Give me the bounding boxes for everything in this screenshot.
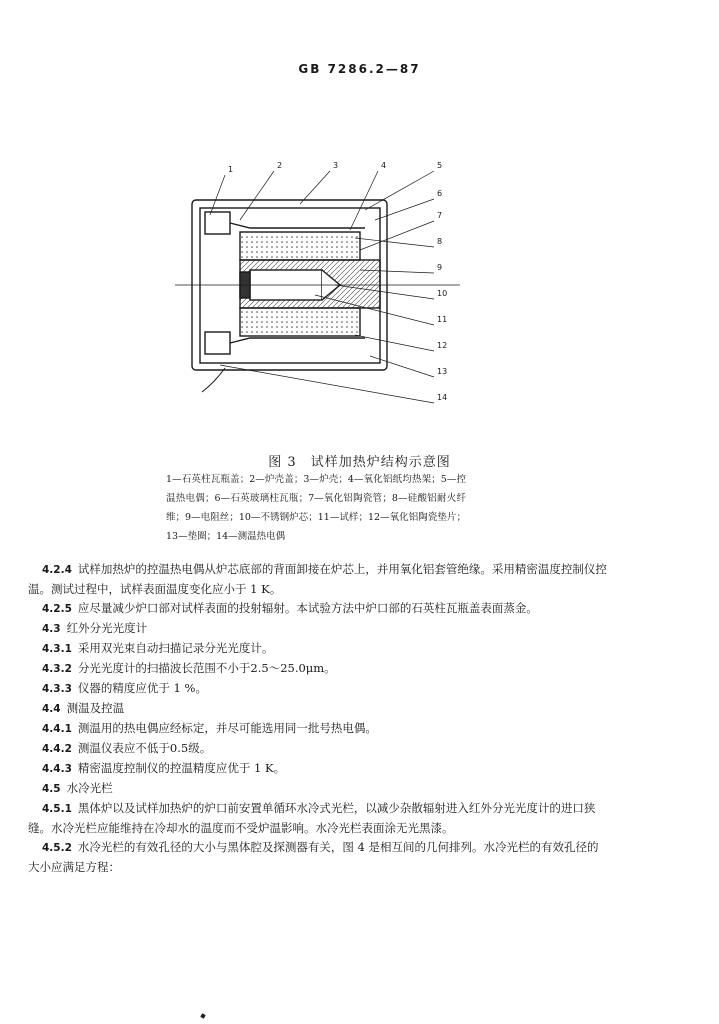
callout-label-6: 6 [437,189,443,198]
figure-legend: 1—石英柱瓦瓶盖；2—炉壳盖；3—炉壳；4—氧化铝纸均热架；5—控温热电偶；6—石英玻璃柱瓦瓶；7—氧化铝陶瓷管；8—硅酸铝耐火纤维；9—电阻丝；10—不锈钢炉芯；11—试样；12—氧化铝陶瓷垫片；13—垫圈；14—测温热电偶 [166,474,466,542]
clause-paragraph [28,560,608,599]
clause-text: 测温及控温 [66,701,125,715]
clause-text: 试样加热炉的控温热电偶从炉芯底部的背面卸接在炉芯上，并用氧化铝套管绝缘。采用精密温度控制仪控温。测试过程中，试样表面温度变化应小于 1 K。 [28,562,607,596]
callout-label-4: 4 [381,161,387,170]
clause-paragraph [28,639,608,659]
thermocouple-lead [202,368,225,392]
clause-number: 4.3.1 [42,643,72,655]
clause-text: 精密温度控制仪的控温精度应优于 1 K。 [77,761,286,775]
fiber-layer-bottom [240,308,360,336]
clause-text: 分光光度计的扫描波长范围不小于2.5～25.0μm。 [77,661,336,675]
section-heading [28,779,608,799]
clause-number: 4.4.1 [42,723,72,735]
clause-number: 4.2.4 [42,564,72,576]
clause-number: 4.3.2 [42,663,72,675]
clause-paragraph [28,739,608,759]
callout-leader-6 [375,199,434,220]
callout-label-14: 14 [437,393,448,402]
clause-text: 测温用的热电偶应经标定，并尽可能选用同一批号热电偶。 [77,721,377,735]
figure-caption: 图 3 试样加热炉结构示意图 [268,455,451,470]
clause-paragraph [28,599,608,619]
callout-label-8: 8 [437,237,443,246]
clause-paragraph [28,659,608,679]
clause-text: 应尽量减少炉口部对试样表面的投射辐射。本试验方法中炉口部的石英柱瓦瓶盖表面蒸金。 [77,601,538,615]
scan-speck [200,1013,205,1018]
section-heading [28,699,608,719]
furnace-diagram [170,160,470,410]
clause-paragraph [28,719,608,739]
clause-number: 4.4 [42,703,61,715]
callout-label-7: 7 [437,211,443,220]
callout-leader-12 [355,335,434,351]
clause-paragraph [28,799,608,838]
clause-number: 4.4.3 [42,763,72,775]
cap-bottom [205,332,230,354]
clause-text: 采用双光束自动扫描记录分光光度计。 [77,641,274,655]
clause-number: 4.3 [42,623,61,635]
clause-paragraph [28,838,608,877]
callout-label-2: 2 [277,161,283,170]
callout-leader-13 [370,356,434,377]
callout-label-3: 3 [333,161,339,170]
clause-number: 4.3.3 [42,683,72,695]
callout-leader-14 [220,365,434,403]
section-heading [28,619,608,639]
callout-label-13: 13 [437,367,448,376]
callout-label-10: 10 [437,289,448,298]
callout-leader-3 [300,171,330,204]
flare-top [230,223,365,228]
clause-number: 4.2.5 [42,603,72,615]
cap-top [205,212,230,234]
clause-text: 测温仪表应不低于0.5级。 [77,741,212,755]
callout-label-12: 12 [437,341,448,350]
callout-leader-2 [240,171,274,220]
callout-leader-1 [210,175,225,215]
body-text [28,560,608,877]
clause-paragraph [28,759,608,779]
callout-label-5: 5 [437,161,443,170]
page-header: GB 7286.2—87 [298,62,421,76]
clause-text: 红外分光光度计 [66,621,148,635]
furnace-drawing [175,200,460,392]
clause-number: 4.5.2 [42,842,72,854]
callout-label-1: 1 [228,165,234,174]
clause-text: 水冷光栏的有效孔径的大小与黑体腔及探测器有关，图 4 是相互间的几何排列。水冷光栏的有效孔径的大小应满足方程： [28,840,599,874]
callout-leader-8 [355,238,434,247]
callout-label-11: 11 [437,315,448,324]
clause-text: 水冷光栏 [66,781,113,795]
clause-paragraph [28,679,608,699]
fiber-layer-top [240,232,360,260]
clause-number: 4.4.2 [42,743,72,755]
clause-number: 4.5 [42,783,61,795]
clause-text: 仪器的精度应优于 1 %。 [77,681,207,695]
flare-bottom [230,338,365,343]
clause-number: 4.5.1 [42,803,72,815]
callout-label-9: 9 [437,263,443,272]
clause-text: 黑体炉以及试样加热炉的炉口前安置单循环水冷式光栏，以减少杂散辐射进入红外分光光度计的进口狭缝。水冷光栏应能维持在冷却水的温度而不受炉温影响。水冷光栏表面涂无光黑漆。 [28,801,596,835]
